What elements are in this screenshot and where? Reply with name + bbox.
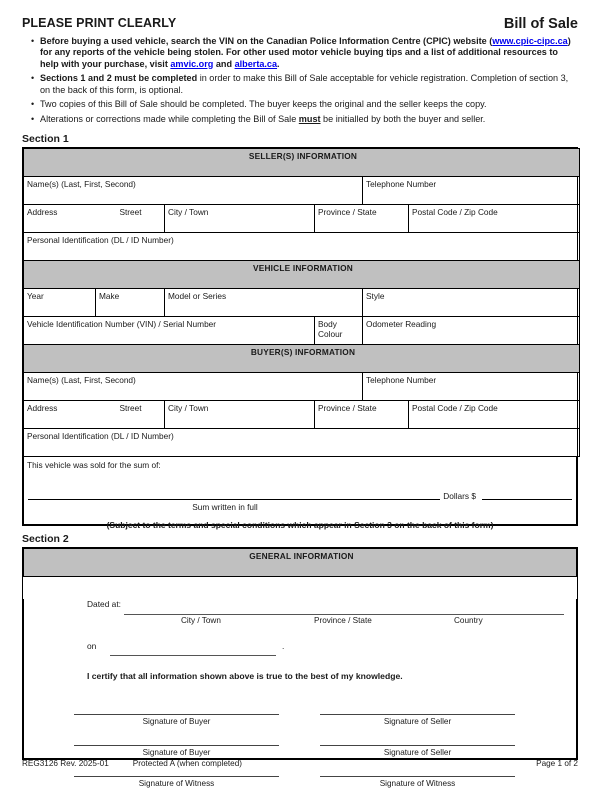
signature-grid bbox=[24, 695, 576, 788]
buyer-address-field[interactable] bbox=[24, 400, 165, 428]
buyer-name-row bbox=[24, 372, 580, 400]
seller-telephone-label: Telephone Number bbox=[366, 178, 437, 189]
dated-country-label: Country bbox=[454, 615, 483, 625]
cpic-link[interactable]: www.cpic-cipc.ca bbox=[492, 36, 568, 46]
dated-province-label: Province / State bbox=[314, 615, 372, 625]
section-2-label: Section 2 bbox=[22, 532, 69, 545]
dated-city-label: City / Town bbox=[181, 615, 221, 625]
seller-personal-id-label: Personal Identification (DL / ID Number) bbox=[27, 234, 174, 245]
dollars-amount-input[interactable] bbox=[482, 499, 572, 500]
instruction-cpic-part2: ) for any reports of the vehicle being stolen. For other used motor vehicle buying tips and a list of additional resources to help with your purchase, visit bbox=[40, 36, 571, 69]
vehicle-model-field[interactable] bbox=[165, 288, 363, 316]
vehicle-colour-label: Body Colour bbox=[318, 318, 343, 339]
seller-telephone-field[interactable] bbox=[363, 176, 580, 204]
vehicle-colour-field[interactable] bbox=[315, 316, 363, 344]
signature-witness-right-input[interactable] bbox=[320, 776, 515, 777]
buyer-postal-label: Postal Code / Zip Code bbox=[412, 402, 498, 413]
section-1-box bbox=[22, 147, 578, 530]
seller-address-label: Address bbox=[27, 206, 58, 217]
buyer-province-label: Province / State bbox=[318, 402, 377, 413]
date-input[interactable] bbox=[110, 655, 276, 656]
seller-band-row bbox=[24, 148, 580, 176]
on-period-mark: . bbox=[282, 640, 285, 651]
page-header bbox=[0, 0, 600, 32]
print-clearly-heading: PLEASE PRINT CLEARLY bbox=[22, 16, 177, 30]
dollars-label: Dollars $ bbox=[443, 490, 476, 501]
signature-buyer-2-input[interactable] bbox=[74, 745, 279, 746]
signature-seller-1-label: Signature of Seller bbox=[383, 716, 452, 726]
signature-row-1 bbox=[24, 695, 576, 726]
seller-names-label: Name(s) (Last, First, Second) bbox=[27, 178, 136, 189]
buyer-street-label: Street bbox=[119, 402, 142, 413]
signature-seller-2-input[interactable] bbox=[320, 745, 515, 746]
buyer-information-band: BUYER(S) INFORMATION bbox=[24, 344, 580, 372]
vehicle-band-row bbox=[24, 260, 580, 288]
buyer-personal-id-label: Personal Identification (DL / ID Number) bbox=[27, 430, 174, 441]
instruction-alterations-part2: be initialled by both the buyer and seller. bbox=[320, 114, 486, 125]
seller-name-row bbox=[24, 176, 580, 204]
vehicle-basic-row bbox=[24, 288, 580, 316]
sale-amount-block bbox=[23, 457, 577, 530]
seller-information-band: SELLER(S) INFORMATION bbox=[24, 148, 580, 176]
buyer-city-field[interactable] bbox=[165, 400, 315, 428]
section-1-table bbox=[23, 148, 580, 457]
footer-left-group bbox=[22, 759, 242, 768]
page-number: Page 1 of 2 bbox=[536, 759, 578, 768]
buyer-address-row bbox=[24, 400, 580, 428]
buyer-postal-field[interactable] bbox=[409, 400, 580, 428]
subject-to-terms-note: (Subject to the terms and special conditions which appear in Section 3 on the back of this form) bbox=[106, 519, 494, 530]
instruction-sections-bold: Sections 1 and 2 must be completed bbox=[40, 73, 198, 84]
seller-address-row bbox=[24, 204, 580, 232]
amvic-link[interactable]: amvic.org bbox=[170, 58, 214, 69]
page-title: Bill of Sale bbox=[503, 16, 578, 32]
vehicle-make-label: Make bbox=[99, 290, 120, 301]
buyer-names-field[interactable] bbox=[24, 372, 363, 400]
signature-witness-left-input[interactable] bbox=[74, 776, 279, 777]
seller-postal-label: Postal Code / Zip Code bbox=[412, 206, 498, 217]
signature-witness-left-label: Signature of Witness bbox=[138, 778, 215, 788]
vehicle-vin-label: Vehicle Identification Number (VIN) / Serial Number bbox=[27, 318, 217, 329]
seller-city-field[interactable] bbox=[165, 204, 315, 232]
seller-id-row bbox=[24, 232, 580, 260]
buyer-telephone-label: Telephone Number bbox=[366, 374, 437, 385]
dated-at-label: Dated at: bbox=[87, 598, 121, 609]
protection-marking: Protected A (when completed) bbox=[132, 759, 243, 768]
alberta-link[interactable]: alberta.ca bbox=[234, 58, 278, 69]
instruction-sections-rest: in order to make this Bill of Sale acceptable for vehicle registration. Completion of section 3, on the back of this form, is optional. bbox=[40, 73, 569, 95]
buyer-band-row bbox=[24, 344, 580, 372]
vehicle-information-band: VEHICLE INFORMATION bbox=[24, 260, 580, 288]
buyer-names-label: Name(s) (Last, First, Second) bbox=[27, 374, 136, 385]
vehicle-vin-row bbox=[24, 316, 580, 344]
signature-buyer-1-input[interactable] bbox=[74, 714, 279, 715]
vehicle-year-field[interactable] bbox=[24, 288, 96, 316]
seller-city-label: City / Town bbox=[168, 206, 209, 217]
vehicle-odometer-label: Odometer Reading bbox=[366, 318, 437, 329]
signature-row-2 bbox=[24, 726, 576, 757]
sum-written-caption: Sum written in full bbox=[192, 501, 258, 512]
instruction-cpic-part1: Before buying a used vehicle, search the VIN on the Canadian Police Information Centre (CPIC) website ( bbox=[40, 36, 493, 46]
signature-seller-1-input[interactable] bbox=[320, 714, 515, 715]
vehicle-make-field[interactable] bbox=[96, 288, 165, 316]
signature-buyer-2-label: Signature of Buyer bbox=[142, 747, 211, 757]
dated-at-sublabels bbox=[24, 616, 576, 628]
signature-buyer-1-label: Signature of Buyer bbox=[142, 716, 211, 726]
instruction-cpic-part4: . bbox=[277, 58, 280, 69]
section-2-table bbox=[23, 548, 577, 577]
instruction-alterations-must: must bbox=[298, 114, 321, 125]
general-band-row bbox=[24, 548, 577, 576]
instructions-list bbox=[0, 36, 600, 126]
instruction-cpic-part3: and bbox=[213, 58, 235, 69]
seller-province-label: Province / State bbox=[318, 206, 377, 217]
buyer-city-label: City / Town bbox=[168, 402, 209, 413]
form-number: REG3126 Rev. 2025-01 bbox=[22, 759, 109, 768]
seller-personal-id-field[interactable] bbox=[24, 232, 580, 260]
seller-province-field[interactable] bbox=[315, 204, 409, 232]
vehicle-odometer-field[interactable] bbox=[363, 316, 580, 344]
vehicle-style-label: Style bbox=[366, 290, 385, 301]
signature-seller-2-label: Signature of Seller bbox=[383, 747, 452, 757]
on-label: on bbox=[87, 640, 97, 651]
signature-witness-right-label: Signature of Witness bbox=[379, 778, 456, 788]
instruction-item-sections bbox=[40, 73, 578, 96]
page-footer bbox=[22, 759, 578, 768]
dated-at-row bbox=[24, 599, 576, 613]
instruction-item-alterations bbox=[40, 114, 578, 125]
date-on-row bbox=[24, 640, 576, 654]
dated-at-input[interactable] bbox=[124, 614, 564, 615]
instruction-alterations-part1: Alterations or corrections made while completing the Bill of Sale bbox=[40, 114, 299, 125]
seller-street-label: Street bbox=[119, 206, 142, 217]
vehicle-year-label: Year bbox=[27, 290, 44, 301]
sum-in-words-input[interactable] bbox=[28, 499, 440, 500]
instruction-copies-text: Two copies of this Bill of Sale should be completed. The buyer keeps the original and the seller keeps the copy. bbox=[40, 99, 487, 110]
seller-postal-field[interactable] bbox=[409, 204, 580, 232]
buyer-personal-id-field[interactable] bbox=[24, 428, 580, 456]
general-information-band: GENERAL INFORMATION bbox=[24, 548, 577, 576]
seller-address-field[interactable] bbox=[24, 204, 165, 232]
certification-statement: I certify that all information shown above is true to the best of my knowledge. bbox=[87, 670, 403, 681]
vehicle-style-field[interactable] bbox=[363, 288, 580, 316]
vehicle-vin-field[interactable] bbox=[24, 316, 315, 344]
vehicle-model-label: Model or Series bbox=[168, 290, 227, 301]
seller-names-field[interactable] bbox=[24, 176, 363, 204]
buyer-province-field[interactable] bbox=[315, 400, 409, 428]
section-1-label: Section 1 bbox=[22, 132, 69, 145]
buyer-id-row bbox=[24, 428, 580, 456]
sale-amount-lead: This vehicle was sold for the sum of: bbox=[27, 459, 161, 470]
instruction-item-cpic bbox=[40, 36, 578, 70]
instruction-item-copies bbox=[40, 99, 578, 110]
buyer-address-label: Address bbox=[27, 402, 58, 413]
sale-amount-line-row bbox=[24, 488, 576, 500]
buyer-telephone-field[interactable] bbox=[363, 372, 580, 400]
